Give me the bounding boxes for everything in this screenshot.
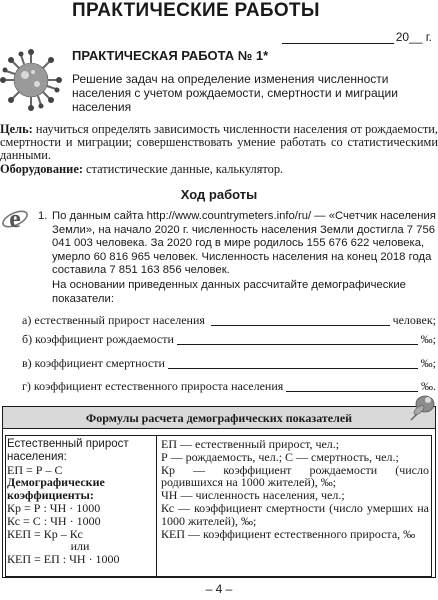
answer-blank[interactable] <box>286 391 418 392</box>
natural-growth-rate-formula-alt: КЕП = ЕП : ЧН · 1000 <box>7 552 120 567</box>
answer-row-b <box>22 331 436 347</box>
formula-right-column <box>161 438 429 540</box>
answer-label: г) коэффициент естественного прироста населения <box>22 379 284 393</box>
date-blank <box>282 33 394 44</box>
page-number: – 4 – <box>205 582 233 596</box>
coefficients-label: Демографические коэффициенты: <box>7 475 105 503</box>
work-subtitle: Решение задач на определение изменения численности населения с учетом рождаемости, смертности и миграции населения <box>72 72 398 114</box>
procedure-heading: Ход работы <box>180 187 258 202</box>
answer-label: б) коэффициент рождаемости <box>22 332 174 346</box>
internet-explorer-icon <box>0 203 30 233</box>
natural-growth-formula: ЕП = Р – С <box>7 462 63 477</box>
birth-rate-formula: Кр = Р : ЧН · 1000 <box>7 500 101 515</box>
natural-growth-rate-formula: КЕП = Кр – Кс <box>7 526 83 541</box>
answer-row-d <box>22 378 436 394</box>
answer-row-c <box>22 355 436 371</box>
pushpin-icon <box>408 390 438 422</box>
virus-icon <box>0 44 62 114</box>
date-suffix: 20__ г. <box>395 30 432 44</box>
answer-blank[interactable] <box>168 368 418 369</box>
svg-text:e: e <box>9 204 21 233</box>
page-title: ПРАКТИЧЕСКИЕ РАБОТЫ <box>72 0 320 21</box>
task-instruction: На основании приведенных данных рассчитайте демографические показатели: <box>52 279 406 305</box>
answer-unit: ‰; <box>420 356 436 370</box>
answer-unit: человек; <box>392 313 436 327</box>
answer-label: в) коэффициент смертности <box>22 356 165 370</box>
legend-line: Р — рождаемость, чел.; С — смертность, чел.; <box>161 449 399 464</box>
answer-row-a <box>22 312 436 328</box>
task-number: 1. <box>38 210 48 222</box>
legend-line: ЕП — естественный прирост, чел.; <box>161 437 340 451</box>
death-rate-formula: Кс = С : ЧН · 1000 <box>7 513 101 528</box>
answer-blank[interactable] <box>211 325 390 326</box>
formula-box <box>2 406 436 578</box>
task-text: По данным сайта http://www.countrymeters.info/ru/ — «Счетчик населения Земли», на начало 2020 г. численность населения Земли достигла 7 756 041 003 человека. За 2020 год в мире родилось 155 676 622 человека, умерло 60 816 965 человек. Численность населения на конец 2018 года составила 7 851 163 856 человек. <box>52 210 436 277</box>
answer-unit: ‰. <box>421 379 436 393</box>
date-field <box>282 30 432 44</box>
legend-line: Кс — коэффициент смертности (число умерших на 1000 жителей), ‰; <box>161 500 429 528</box>
answer-label: а) естественный прирост населения <box>22 313 205 327</box>
formula-left-column <box>7 438 153 566</box>
natural-growth-label: Естественный прирост населения: <box>7 438 129 463</box>
equipment-text: статистические данные, калькулятор. <box>82 162 284 176</box>
formula-box-title: Формулы расчета демографических показателей <box>3 407 435 429</box>
answer-blank[interactable] <box>177 344 418 345</box>
legend-line: ЧН — численность населения, чел.; <box>161 488 345 503</box>
legend-line: Кр — коэффициент рождаемости (число родившихся на 1000 жителей), ‰; <box>161 462 429 490</box>
equipment-label: Оборудование: <box>0 162 83 176</box>
goal-label: Цель: <box>0 122 33 136</box>
goal-paragraph <box>0 123 438 163</box>
answer-unit: ‰; <box>420 332 436 346</box>
equipment-paragraph <box>0 163 438 176</box>
or-text: или <box>70 539 90 554</box>
goal-text: научиться определять зависимость численности населения от рождаемости, смертности и миграции; совершенствовать умение работать со статистическими данными. <box>0 122 438 163</box>
legend-line: КЕП — коэффициент естественного прироста, ‰ <box>161 526 416 541</box>
work-heading: ПРАКТИЧЕСКАЯ РАБОТА № 1* <box>72 48 269 63</box>
